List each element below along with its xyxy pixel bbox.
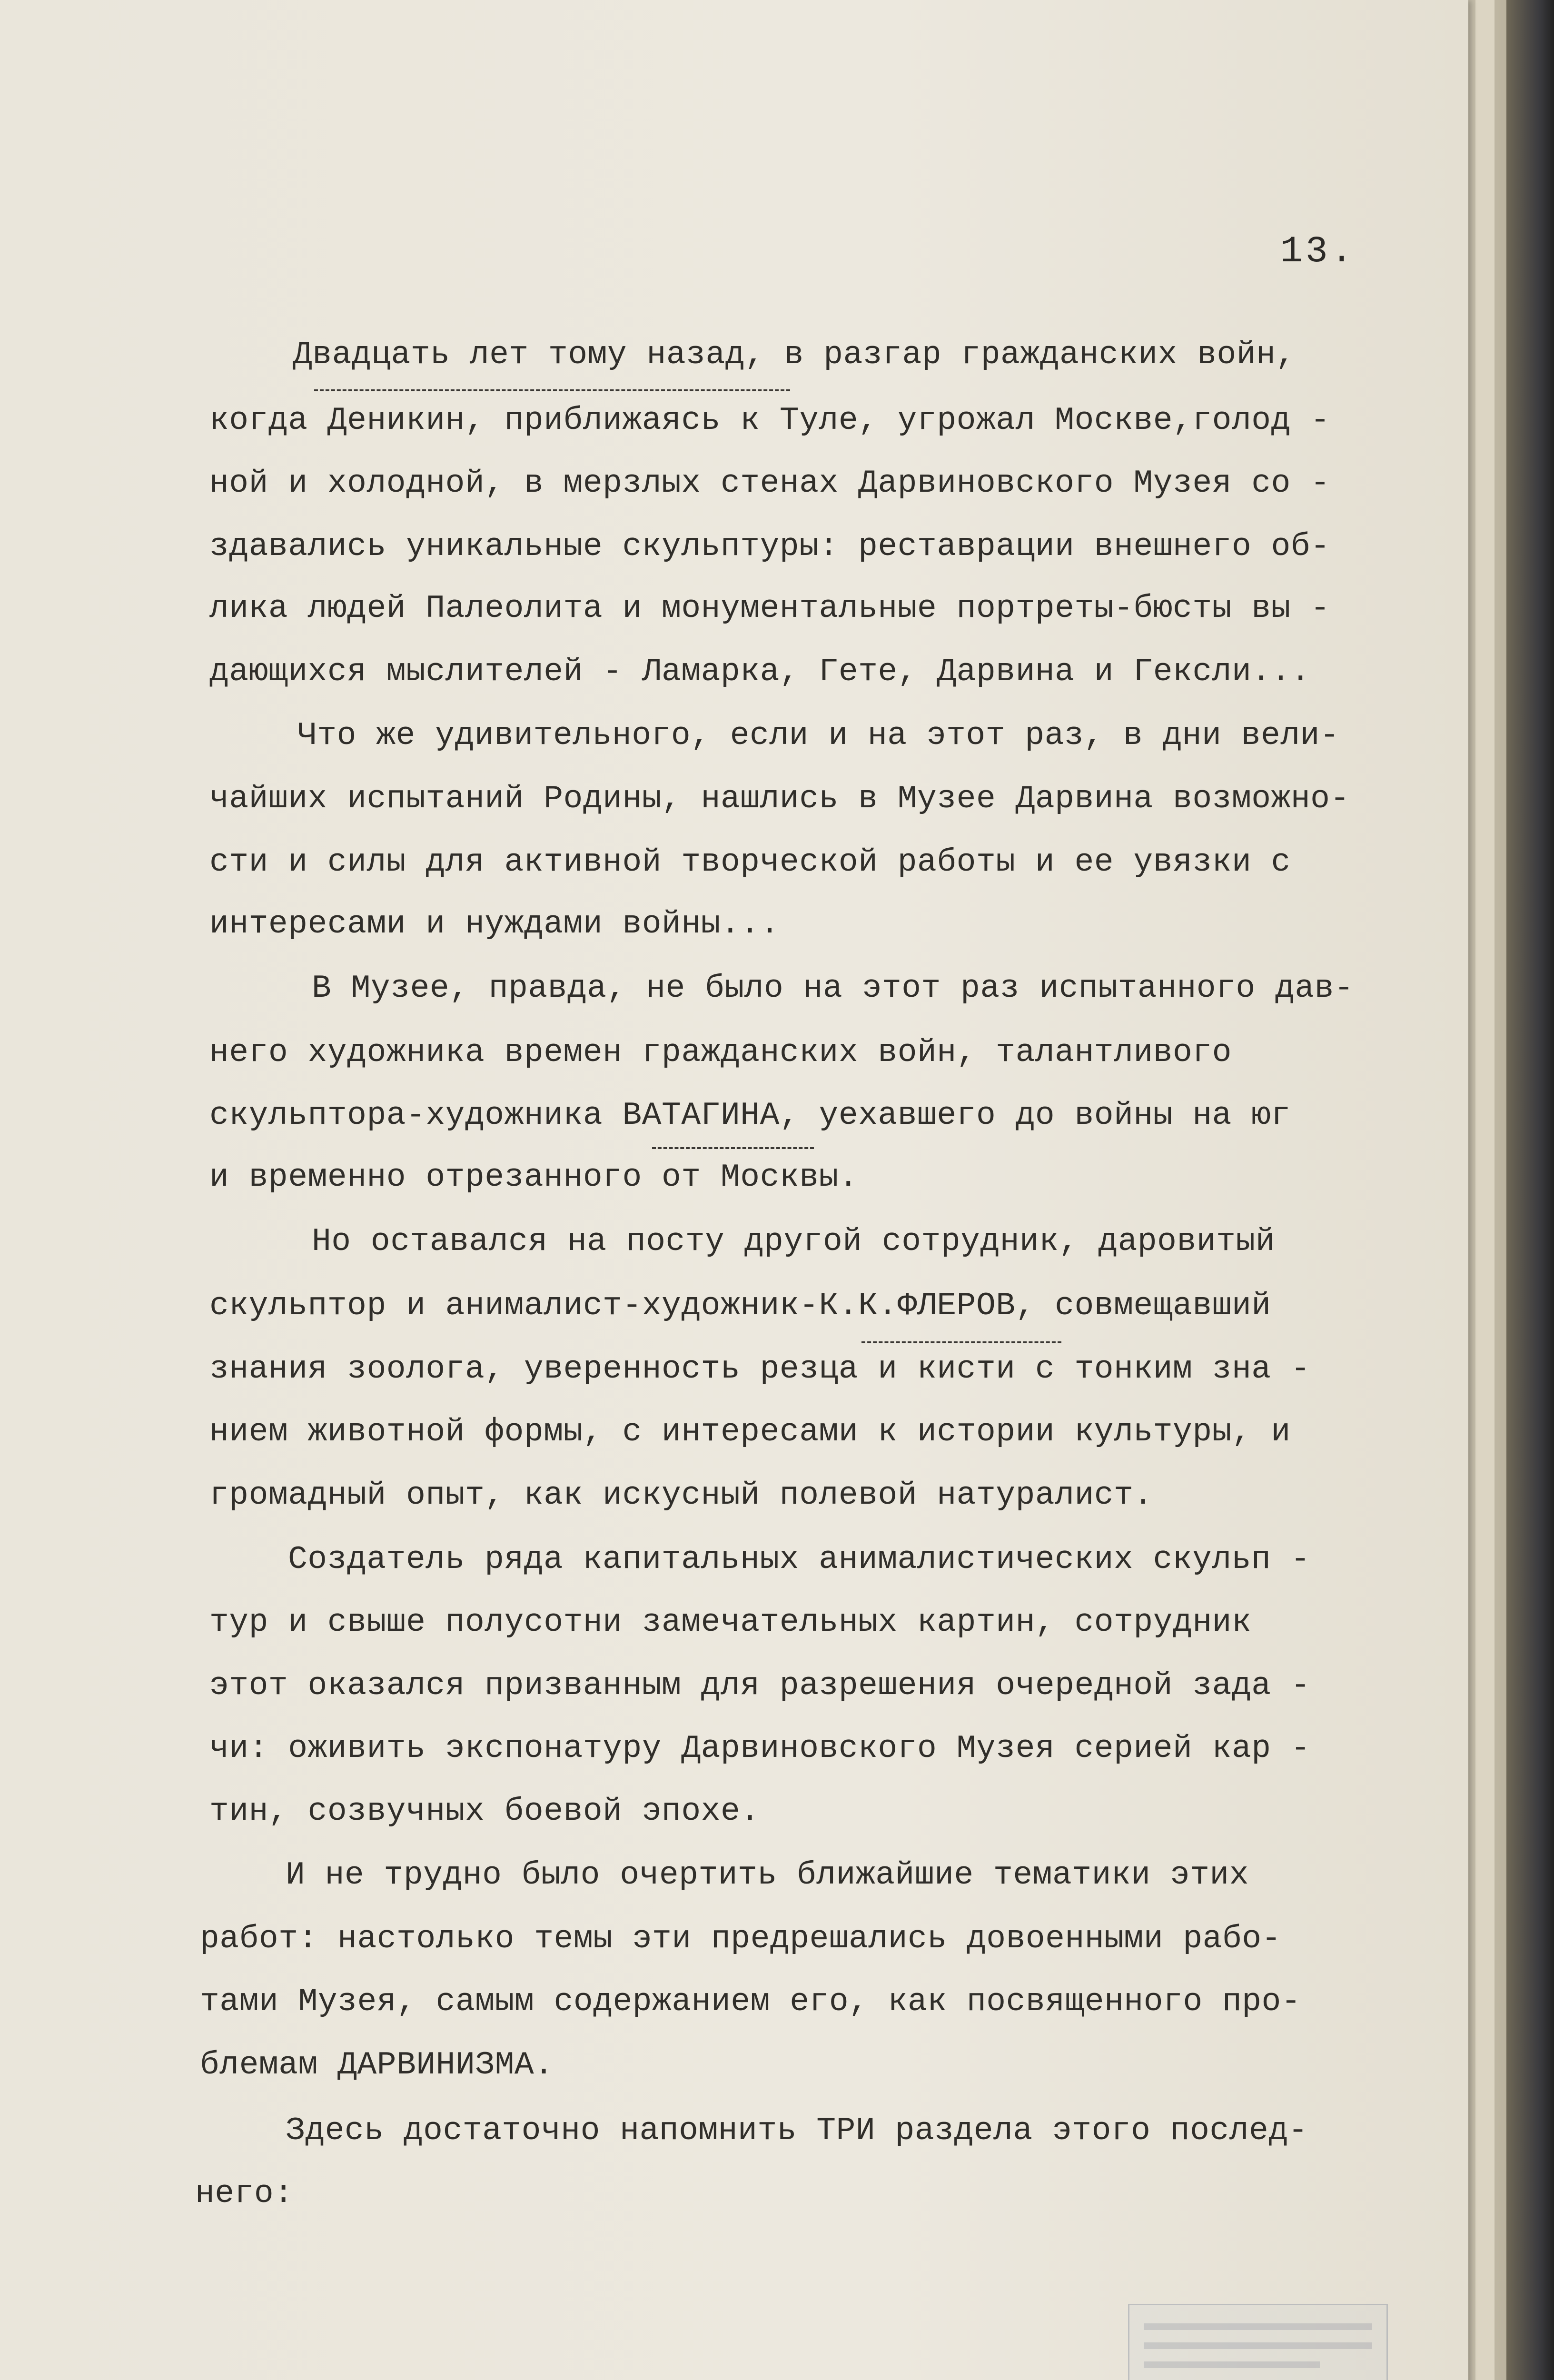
text-line: ной и холодной, в мерзлых стенах Дарвиновского Музея со - bbox=[209, 465, 1330, 502]
archive-stamp bbox=[1128, 2304, 1388, 2380]
text-line: скульптора-художника ВАТАГИНА, уехавшего до войны на юг bbox=[209, 1097, 1291, 1134]
text-line: когда Деникин, приближаясь к Туле, угрожал Москве,голод - bbox=[209, 402, 1330, 439]
underline bbox=[861, 1341, 1061, 1343]
text-line: Что же удивительного, если и на этот раз, в дни вели- bbox=[297, 717, 1340, 754]
text-line: него художника времен гражданских войн, талантливого bbox=[209, 1034, 1232, 1071]
text-line: работ: настолько темы эти предрешались довоенными рабо- bbox=[200, 1921, 1281, 1957]
text-line: лика людей Палеолита и монументальные портреты-бюсты вы - bbox=[209, 590, 1330, 627]
text-line: Двадцать лет тому назад, в разгар гражданских войн, bbox=[293, 337, 1296, 373]
text-line: Но оставался на посту другой сотрудник, даровитый bbox=[312, 1223, 1276, 1260]
text-line: Здесь достаточно напомнить ТРИ раздела этого послед- bbox=[286, 2112, 1308, 2149]
text-line: блемам ДАРВИНИЗМА. bbox=[200, 2047, 554, 2083]
text-line: этот оказался призванным для разрешения очередной зада - bbox=[209, 1667, 1311, 1704]
text-line: чайших испытаний Родины, нашлись в Музее Дарвина возможно- bbox=[209, 781, 1350, 817]
text-line: Создатель ряда капитальных анималистических скульп - bbox=[288, 1541, 1310, 1578]
text-line: дающихся мыслителей - Ламарка, Гете, Дарвина и Гексли... bbox=[209, 654, 1311, 690]
text-line: нием животной формы, с интересами к истории культуры, и bbox=[209, 1414, 1291, 1450]
text-line: тур и свыше полусотни замечательных картин, сотрудник bbox=[209, 1604, 1252, 1641]
text-line: и временно отрезанного от Москвы. bbox=[209, 1159, 859, 1196]
text-line: И не трудно было очертить ближайшие тематики этих bbox=[286, 1857, 1249, 1894]
text-line: тами Музея, самым содержанием его, как посвященного про- bbox=[200, 1983, 1301, 2020]
underline bbox=[652, 1147, 814, 1149]
text-line: громадный опыт, как искусный полевой натуралист. bbox=[209, 1477, 1153, 1514]
text-line: тин, созвучных боевой эпохе. bbox=[209, 1793, 760, 1830]
text-line: здавались уникальные скульптуры: реставрации внешнего об- bbox=[209, 528, 1330, 565]
text-line: чи: оживить экспонатуру Дарвиновского Музея серией кар - bbox=[209, 1730, 1311, 1767]
binder-edge bbox=[1506, 0, 1554, 2380]
text-line: знания зоолога, уверенность резца и кисти с тонким зна - bbox=[209, 1351, 1311, 1388]
text-line: В Музее, правда, не было на этот раз испытанного дав- bbox=[312, 970, 1354, 1007]
page-stack-edge bbox=[1475, 0, 1495, 2380]
text-line: интересами и нуждами войны... bbox=[209, 906, 780, 942]
text-line: сти и силы для активной творческой работы и ее увязки с bbox=[209, 844, 1291, 881]
text-line: него: bbox=[195, 2175, 294, 2212]
page-number: 13. bbox=[1280, 231, 1356, 273]
underline bbox=[314, 389, 790, 391]
text-line: скульптор и анималист-художник-К.К.ФЛЕРОВ, совмещавший bbox=[209, 1288, 1271, 1324]
